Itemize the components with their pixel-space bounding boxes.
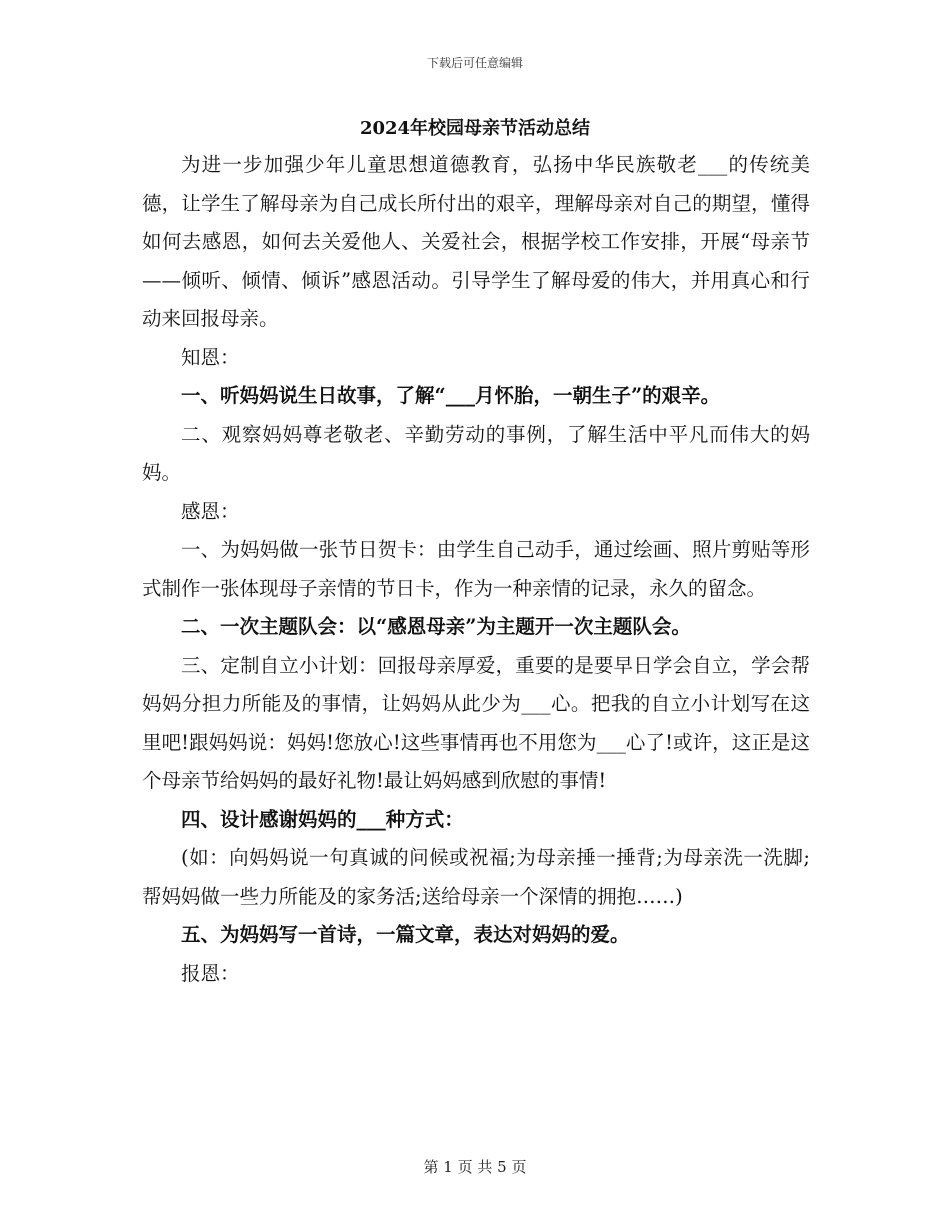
document-body — [142, 146, 810, 993]
list-item: 四、设计感谢妈妈的___种方式： — [181, 807, 464, 831]
list-item: 一、为妈妈做一张节日贺卡：由学生自己动手，通过绘画、照片剪贴等形式制作一张体现母子亲情的节日卡，作为一种亲情的记录，永久的留念。 — [142, 538, 810, 600]
list-item: 五、为妈妈写一首诗，一篇文章，表达对妈妈的爱。 — [181, 923, 630, 946]
list-item: 一、听妈妈说生日故事，了解“___月怀胎，一朝生子”的艰辛。 — [181, 384, 721, 407]
section-heading-baoen: 报恩： — [181, 961, 240, 985]
list-item: 二、一次主题队会：以“感恩母亲”为主题开一次主题队会。 — [181, 615, 691, 638]
page-header: 下载后可任意编辑 — [426, 56, 523, 70]
section-heading-ganen: 感恩： — [181, 499, 240, 523]
list-item: 三、定制自立小计划：回报母亲厚爱，重要的是要早日学会自立，学会帮妈妈分担力所能及的事情，让妈妈从此少为___心。把我的自立小计划写在这里吧!跟妈妈说：妈妈!您放心!这些事情再也不用您为___心了!或许，这正是这个母亲节给妈妈的最好礼物!最让妈妈感到欣慰的事情! — [142, 653, 810, 792]
page-footer: 第 1 页 共 5 页 — [423, 1158, 527, 1176]
example-paragraph: (如：向妈妈说一句真诚的问候或祝福;为母亲捶一捶背;为母亲洗一洗脚;帮妈妈做一些力所能及的家务活;送给母亲一个深情的拥抱……) — [142, 846, 810, 908]
document-title: 2024年校园母亲节活动总结 — [359, 118, 591, 139]
section-heading-zhien: 知恩： — [181, 345, 240, 369]
list-item: 二、观察妈妈尊老敬老、辛勤劳动的事例，了解生活中平凡而伟大的妈妈。 — [142, 422, 810, 484]
intro-paragraph: 为进一步加强少年儿童思想道德教育，弘扬中华民族敬老___的传统美德，让学生了解母亲为自己成长所付出的艰辛，理解母亲对自己的期望，懂得如何去感恩，如何去关爱他人、关爱社会，根据学校工作安排，开展“母亲节——倾听、倾情、倾诉”感恩活动。引导学生了解母爱的伟大，并用真心和行动来回报母亲。 — [142, 153, 810, 330]
